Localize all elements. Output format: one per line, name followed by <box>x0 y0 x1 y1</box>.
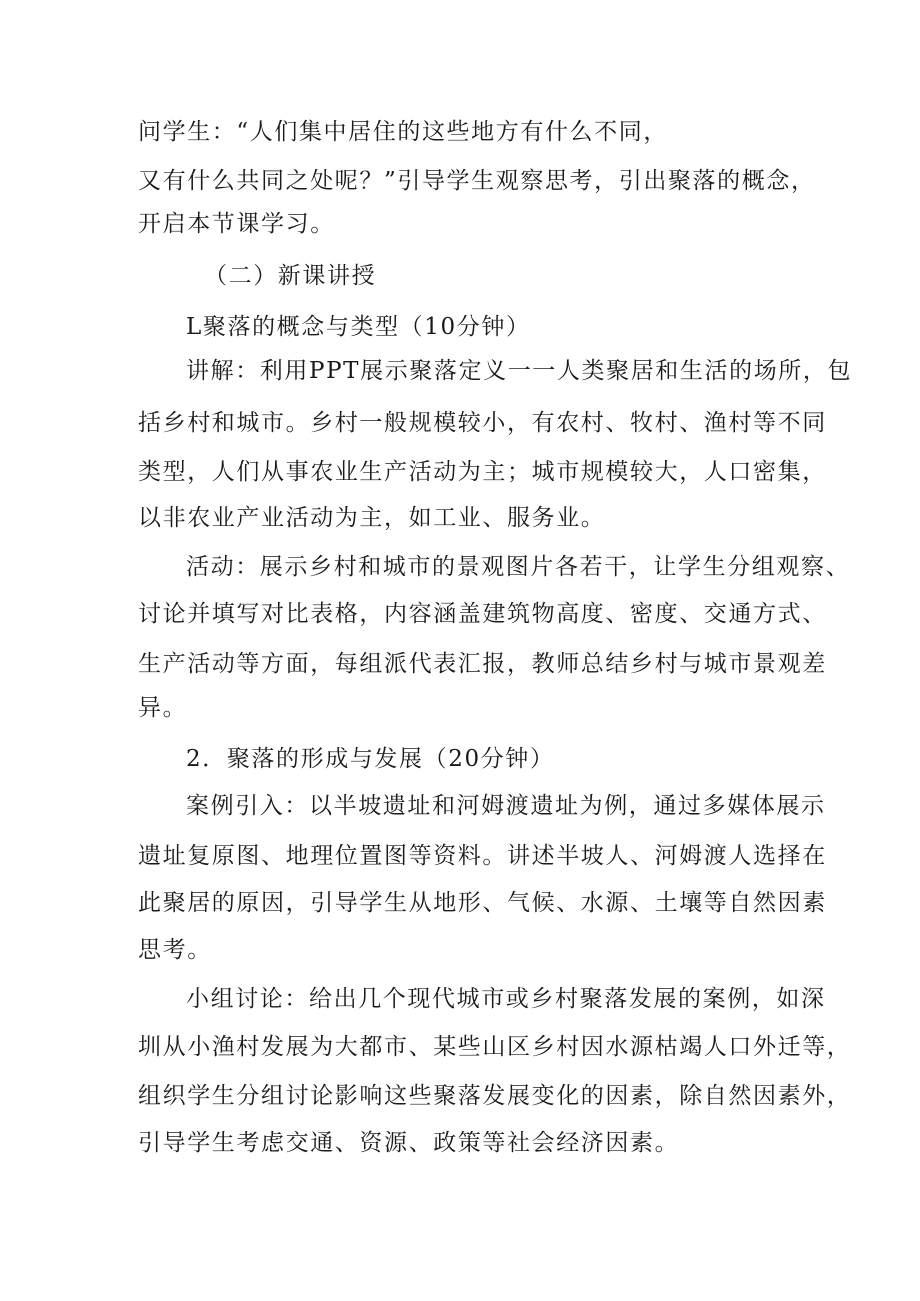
paragraph-intro-line-3: 开启本节课学习。 <box>138 211 335 237</box>
paragraph-discussion-line-4: 引导学生考虑交通、资源、政策等社会经济因素。 <box>138 1130 680 1156</box>
subheading-settlement-formation: 2．聚落的形成与发展（20分钟） <box>186 746 555 772</box>
paragraph-explanation-line-3: 类型，人们从事农业生产活动为主；城市规模较大，人口密集， <box>138 459 827 485</box>
paragraph-discussion-line-2: 圳从小渔村发展为大都市、某些山区乡村因水源枯竭人口外迁等， <box>138 1034 852 1060</box>
subheading-settlement-types: L聚落的概念与类型（10分钟） <box>186 314 531 340</box>
paragraph-intro-line-1: 问学生：“人们集中居住的这些地方有什么不同， <box>138 119 668 145</box>
paragraph-activity-line-1: 活动：展示乡村和城市的景观图片各若干，让学生分组观察、 <box>186 554 851 580</box>
paragraph-explanation-line-4: 以非农业产业活动为主，如工业、服务业。 <box>138 505 606 531</box>
paragraph-activity-line-2: 讨论并填写对比表格，内容涵盖建筑物高度、密度、交通方式、 <box>138 601 827 627</box>
paragraph-activity-line-3: 生产活动等方面，每组派代表汇报，教师总结乡村与城市景观差 <box>138 651 827 677</box>
paragraph-discussion-line-3: 组织学生分组讨论影响这些聚落发展变化的因素，除自然因素外， <box>138 1083 852 1109</box>
paragraph-explanation-line-1: 讲解：利用PPT展示聚落定义一一人类聚居和生活的场所，包 <box>186 358 853 384</box>
paragraph-discussion-line-1: 小组讨论：给出几个现代城市或乡村聚落发展的案例，如深 <box>186 986 826 1012</box>
section-heading-new-lesson: （二）新课讲授 <box>204 263 377 289</box>
paragraph-intro-line-2: 又有什么共同之处呢？”引导学生观察思考，引出聚落的概念， <box>138 168 816 194</box>
paragraph-explanation-line-2: 括乡村和城市。乡村一般规模较小，有农村、牧村、渔村等不同 <box>138 410 827 436</box>
paragraph-case-line-1: 案例引入：以半坡遗址和河姆渡遗址为例，通过多媒体展示 <box>186 793 826 819</box>
paragraph-case-line-4: 思考。 <box>138 937 212 963</box>
paragraph-case-line-2: 遗址复原图、地理位置图等资料。讲述半坡人、河姆渡人选择在 <box>138 843 827 869</box>
paragraph-activity-line-4: 异。 <box>138 695 188 721</box>
paragraph-case-line-3: 此聚居的原因，引导学生从地形、气候、水源、土壤等自然因素 <box>138 890 827 916</box>
